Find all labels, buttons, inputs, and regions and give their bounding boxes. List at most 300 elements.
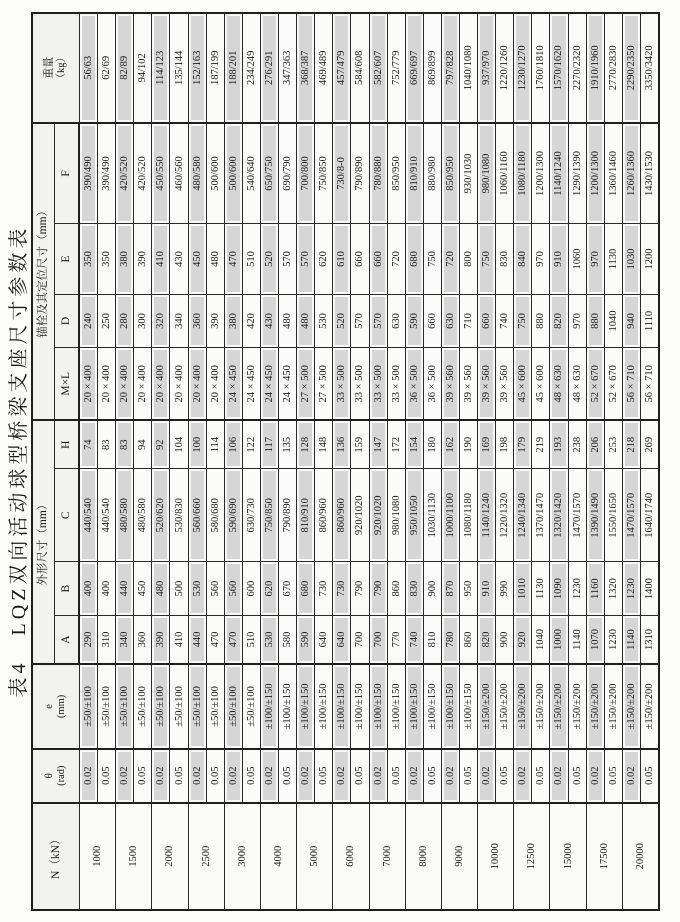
- cell-ml: 27 × 500: [315, 348, 333, 420]
- cell-theta: 0.05: [170, 749, 188, 803]
- table-row: [514, 13, 532, 910]
- cell-theta: 0.05: [279, 749, 297, 803]
- cell-w: 1910/1960: [586, 13, 604, 123]
- cell-ml: 45 × 600: [514, 348, 532, 420]
- cell-a: 360: [134, 616, 152, 665]
- cell-e: ±100/±150: [351, 664, 369, 749]
- table-row: [532, 13, 550, 910]
- cell-theta: 0.02: [441, 749, 459, 803]
- cell-ml: 24 × 450: [242, 348, 260, 420]
- cell-f: 650/750: [260, 123, 278, 224]
- table-row: [260, 13, 278, 910]
- cell-b: 990: [496, 562, 514, 616]
- table-row: [224, 13, 242, 910]
- cell-f: 450/550: [152, 123, 170, 224]
- cell-c: 1470/1570: [568, 469, 586, 562]
- cell-c: 810/910: [297, 469, 315, 562]
- cell-d: 280: [116, 294, 134, 348]
- cell-theta: 0.02: [586, 749, 604, 803]
- cell-c: 590/690: [224, 469, 242, 562]
- cell-c: 1320/1420: [550, 469, 568, 562]
- cell-e: ±100/±150: [369, 664, 387, 749]
- load-rating-cell: 10000: [478, 803, 514, 910]
- cell-e: ±50/±100: [188, 664, 206, 749]
- cell-f: 880/980: [423, 123, 441, 224]
- cell-c: 950/1050: [405, 469, 423, 562]
- cell-d: 1040: [604, 294, 622, 348]
- cell-a: 780: [441, 616, 459, 665]
- table-row: [496, 13, 514, 910]
- cell-ml: 48 × 630: [550, 348, 568, 420]
- cell-theta: 0.05: [568, 749, 586, 803]
- cell-e: 720: [441, 224, 459, 294]
- table-row: [423, 13, 441, 910]
- cell-ml: 33 × 500: [387, 348, 405, 420]
- cell-w: 2770/2830: [604, 13, 622, 123]
- cell-b: 870: [441, 562, 459, 616]
- cell-f: 1430/1530: [640, 123, 659, 224]
- cell-f: 390/490: [98, 123, 116, 224]
- cell-e: 1060: [568, 224, 586, 294]
- cell-d: 970: [568, 294, 586, 348]
- cell-f: 750/850: [315, 123, 333, 224]
- cell-b: 680: [297, 562, 315, 616]
- cell-ml: 33 × 500: [369, 348, 387, 420]
- cell-e: ±50/±100: [206, 664, 224, 749]
- cell-h: 104: [170, 420, 188, 469]
- cell-theta: 0.02: [369, 749, 387, 803]
- table-row: [586, 13, 604, 910]
- cell-h: 169: [478, 420, 496, 469]
- cell-w: 114/123: [152, 13, 170, 123]
- cell-h: 106: [224, 420, 242, 469]
- cell-d: 750: [514, 294, 532, 348]
- header-col-h: H: [55, 420, 80, 469]
- cell-theta: 0.02: [224, 749, 242, 803]
- cell-c: 920/1020: [369, 469, 387, 562]
- cell-a: 1140: [622, 616, 640, 665]
- cell-b: 620: [260, 562, 278, 616]
- table-row: [369, 13, 387, 910]
- cell-e: 1200: [640, 224, 659, 294]
- load-rating-cell: 1000: [79, 803, 116, 910]
- cell-e: ±50/±100: [98, 664, 116, 749]
- cell-ml: 20 × 400: [152, 348, 170, 420]
- cell-e: 680: [405, 224, 423, 294]
- cell-e: ±150/±200: [622, 664, 640, 749]
- header-e-unit: (mm): [56, 694, 68, 719]
- cell-e: ±100/±150: [297, 664, 315, 749]
- cell-w: 135/144: [170, 13, 188, 123]
- cell-ml: 24 × 450: [260, 348, 278, 420]
- header-col-c: C: [55, 469, 80, 562]
- cell-h: 83: [116, 420, 134, 469]
- cell-b: 530: [188, 562, 206, 616]
- load-rating-cell: 17500: [586, 803, 622, 910]
- cell-a: 590: [297, 616, 315, 665]
- cell-h: 114: [206, 420, 224, 469]
- cell-e: ±100/±150: [459, 664, 477, 749]
- cell-e: 660: [351, 224, 369, 294]
- cell-ml: 52 × 670: [604, 348, 622, 420]
- cell-d: 320: [152, 294, 170, 348]
- cell-theta: 0.05: [242, 749, 260, 803]
- cell-ml: 20 × 400: [116, 348, 134, 420]
- cell-e: 750: [478, 224, 496, 294]
- cell-f: 780/880: [369, 123, 387, 224]
- cell-e: 970: [586, 224, 604, 294]
- cell-e: ±150/±200: [532, 664, 550, 749]
- cell-w: 1570/1620: [550, 13, 568, 123]
- cell-h: 147: [369, 420, 387, 469]
- cell-w: 276/291: [260, 13, 278, 123]
- cell-d: 660: [423, 294, 441, 348]
- table-row: [242, 13, 260, 910]
- cell-h: 179: [514, 420, 532, 469]
- cell-w: 188/201: [224, 13, 242, 123]
- cell-ml: 52 × 670: [586, 348, 604, 420]
- cell-e: ±150/±200: [514, 664, 532, 749]
- cell-h: 154: [405, 420, 423, 469]
- cell-c: 1080/1180: [459, 469, 477, 562]
- cell-e: ±50/±100: [152, 664, 170, 749]
- cell-f: 700/800: [297, 123, 315, 224]
- load-rating-cell: 2500: [188, 803, 224, 910]
- table-row: [550, 13, 568, 910]
- cell-a: 410: [170, 616, 188, 665]
- cell-e: 510: [242, 224, 260, 294]
- cell-e: ±50/±100: [134, 664, 152, 749]
- load-rating-cell: 20000: [622, 803, 659, 910]
- header-col-d: D: [55, 294, 80, 348]
- cell-f: 810/910: [405, 123, 423, 224]
- cell-a: 530: [260, 616, 278, 665]
- load-rating-cell: 5000: [297, 803, 333, 910]
- cell-w: 469/489: [315, 13, 333, 123]
- cell-theta: 0.02: [297, 749, 315, 803]
- cell-c: 480/580: [134, 469, 152, 562]
- table-row: [279, 13, 297, 910]
- cell-e: 570: [279, 224, 297, 294]
- cell-b: 1130: [532, 562, 550, 616]
- cell-e: ±150/±200: [604, 664, 622, 749]
- cell-ml: 20 × 400: [206, 348, 224, 420]
- cell-c: 980/1080: [387, 469, 405, 562]
- cell-a: 860: [459, 616, 477, 665]
- cell-e: ±50/±100: [242, 664, 260, 749]
- cell-b: 900: [423, 562, 441, 616]
- cell-b: 1010: [514, 562, 532, 616]
- cell-theta: 0.02: [514, 749, 532, 803]
- cell-d: 420: [242, 294, 260, 348]
- cell-d: 530: [315, 294, 333, 348]
- cell-ml: 24 × 450: [224, 348, 242, 420]
- cell-h: 122: [242, 420, 260, 469]
- cell-d: 880: [586, 294, 604, 348]
- cell-c: 790/890: [279, 469, 297, 562]
- cell-w: 347/363: [279, 13, 297, 123]
- cell-e: 840: [514, 224, 532, 294]
- cell-c: 860/960: [333, 469, 351, 562]
- cell-theta: 0.02: [79, 749, 98, 803]
- cell-b: 400: [98, 562, 116, 616]
- cell-f: 1290/1390: [568, 123, 586, 224]
- cell-d: 820: [550, 294, 568, 348]
- cell-e: 390: [134, 224, 152, 294]
- cell-f: 460/560: [170, 123, 188, 224]
- cell-a: 290: [79, 616, 98, 665]
- cell-f: 930/1030: [459, 123, 477, 224]
- cell-a: 1140: [568, 616, 586, 665]
- cell-e: ±100/±150: [441, 664, 459, 749]
- header-theta-symbol: θ: [43, 773, 56, 779]
- table-row: [640, 13, 659, 910]
- table-row: [568, 13, 586, 910]
- cell-theta: 0.05: [315, 749, 333, 803]
- cell-d: 380: [224, 294, 242, 348]
- cell-d: 590: [405, 294, 423, 348]
- cell-a: 900: [496, 616, 514, 665]
- cell-d: 880: [532, 294, 550, 348]
- cell-e: ±150/±200: [586, 664, 604, 749]
- cell-c: 480/580: [116, 469, 134, 562]
- table-row: [152, 13, 170, 910]
- cell-b: 600: [242, 562, 260, 616]
- header-col-e: E: [55, 224, 80, 294]
- cell-d: 710: [459, 294, 477, 348]
- spec-table: [31, 12, 660, 911]
- cell-c: 1140/1240: [478, 469, 496, 562]
- table-row: [206, 13, 224, 910]
- cell-f: 790/890: [351, 123, 369, 224]
- cell-d: 250: [98, 294, 116, 348]
- cell-ml: 20 × 400: [188, 348, 206, 420]
- cell-e: 800: [459, 224, 477, 294]
- load-rating-cell: 3000: [224, 803, 260, 910]
- cell-a: 700: [351, 616, 369, 665]
- header-anchor-group: 锚栓及其定位尺寸（mm）: [32, 123, 55, 421]
- cell-a: 1230: [604, 616, 622, 665]
- cell-d: 570: [351, 294, 369, 348]
- cell-b: 910: [478, 562, 496, 616]
- cell-e: ±50/±100: [79, 664, 98, 749]
- cell-a: 1310: [640, 616, 659, 665]
- cell-ml: 27 × 500: [297, 348, 315, 420]
- cell-theta: 0.05: [640, 749, 659, 803]
- cell-e: ±50/±100: [116, 664, 134, 749]
- cell-h: 180: [423, 420, 441, 469]
- cell-w: 234/249: [242, 13, 260, 123]
- cell-f: 1060/1160: [496, 123, 514, 224]
- cell-theta: 0.05: [351, 749, 369, 803]
- cell-f: 850/950: [441, 123, 459, 224]
- cell-e: ±150/±200: [568, 664, 586, 749]
- cell-e: 480: [206, 224, 224, 294]
- cell-ml: 20 × 400: [79, 348, 98, 420]
- cell-theta: 0.02: [333, 749, 351, 803]
- cell-theta: 0.02: [478, 749, 496, 803]
- cell-h: 100: [188, 420, 206, 469]
- table-row: [315, 13, 333, 910]
- cell-h: 198: [496, 420, 514, 469]
- cell-b: 1090: [550, 562, 568, 616]
- cell-f: 1140/1240: [550, 123, 568, 224]
- cell-c: 560/660: [188, 469, 206, 562]
- cell-w: 94/102: [134, 13, 152, 123]
- cell-e: 660: [369, 224, 387, 294]
- cell-theta: 0.05: [423, 749, 441, 803]
- cell-a: 340: [116, 616, 134, 665]
- cell-a: 920: [514, 616, 532, 665]
- cell-theta: 0.05: [604, 749, 622, 803]
- cell-h: 117: [260, 420, 278, 469]
- cell-c: 1390/1490: [586, 469, 604, 562]
- cell-d: 480: [297, 294, 315, 348]
- cell-f: 1080/1180: [514, 123, 532, 224]
- cell-w: 797/828: [441, 13, 459, 123]
- cell-e: 470: [224, 224, 242, 294]
- cell-f: 540/640: [242, 123, 260, 224]
- header-col-ml: M×L: [55, 348, 80, 420]
- cell-a: 440: [188, 616, 206, 665]
- cell-e: 620: [315, 224, 333, 294]
- table-row: [170, 13, 188, 910]
- cell-b: 560: [224, 562, 242, 616]
- cell-c: 440/540: [98, 469, 116, 562]
- header-e-symbol: e: [43, 703, 56, 709]
- cell-b: 1230: [568, 562, 586, 616]
- cell-c: 1240/1340: [514, 469, 532, 562]
- cell-e: 410: [152, 224, 170, 294]
- cell-w: 62/69: [98, 13, 116, 123]
- load-rating-cell: 6000: [333, 803, 369, 910]
- cell-w: 582/607: [369, 13, 387, 123]
- header-shape-group: 外形尺寸（mm）: [32, 420, 55, 664]
- cell-f: 500/600: [206, 123, 224, 224]
- cell-theta: 0.05: [387, 749, 405, 803]
- cell-ml: 48 × 630: [568, 348, 586, 420]
- header-load: N（kN）: [32, 803, 79, 910]
- cell-c: 520/620: [152, 469, 170, 562]
- cell-theta: 0.05: [496, 749, 514, 803]
- cell-h: 92: [152, 420, 170, 469]
- cell-c: 750/850: [260, 469, 278, 562]
- table-row: [79, 13, 98, 910]
- cell-h: 193: [550, 420, 568, 469]
- cell-h: 219: [532, 420, 550, 469]
- cell-theta: 0.05: [98, 749, 116, 803]
- cell-e: 380: [116, 224, 134, 294]
- cell-h: 269: [640, 420, 659, 469]
- cell-f: 980/1080: [478, 123, 496, 224]
- cell-e: 1030: [622, 224, 640, 294]
- cell-h: 136: [333, 420, 351, 469]
- header-e: [32, 664, 79, 749]
- cell-ml: 39 × 560: [478, 348, 496, 420]
- table-row: [333, 13, 351, 910]
- cell-b: 400: [79, 562, 98, 616]
- cell-d: 300: [134, 294, 152, 348]
- cell-e: ±150/±200: [496, 664, 514, 749]
- cell-h: 253: [604, 420, 622, 469]
- cell-w: 937/970: [478, 13, 496, 123]
- cell-h: 94: [134, 420, 152, 469]
- table-row: [98, 13, 116, 910]
- cell-w: 869/899: [423, 13, 441, 123]
- load-rating-cell: 2000: [152, 803, 188, 910]
- cell-d: 430: [260, 294, 278, 348]
- cell-e: ±100/±150: [315, 664, 333, 749]
- cell-c: 1000/1100: [441, 469, 459, 562]
- cell-d: 630: [441, 294, 459, 348]
- cell-e: ±100/±150: [405, 664, 423, 749]
- cell-h: 218: [622, 420, 640, 469]
- cell-ml: 20 × 400: [98, 348, 116, 420]
- cell-ml: 56 × 710: [622, 348, 640, 420]
- cell-theta: 0.05: [206, 749, 224, 803]
- cell-a: 1070: [586, 616, 604, 665]
- cell-h: 172: [387, 420, 405, 469]
- cell-e: ±100/±150: [260, 664, 278, 749]
- cell-d: 240: [79, 294, 98, 348]
- cell-e: 970: [532, 224, 550, 294]
- cell-w: 368/387: [297, 13, 315, 123]
- load-rating-cell: 4000: [260, 803, 296, 910]
- cell-e: 910: [550, 224, 568, 294]
- cell-ml: 20 × 400: [134, 348, 152, 420]
- cell-theta: 0.02: [260, 749, 278, 803]
- cell-d: 660: [478, 294, 496, 348]
- cell-f: 480/580: [188, 123, 206, 224]
- table-row: [478, 13, 496, 910]
- cell-h: 190: [459, 420, 477, 469]
- cell-a: 510: [242, 616, 260, 665]
- cell-f: 690/790: [279, 123, 297, 224]
- cell-theta: 0.02: [622, 749, 640, 803]
- cell-e: ±100/±150: [387, 664, 405, 749]
- cell-theta: 0.02: [405, 749, 423, 803]
- cell-c: 920/1020: [351, 469, 369, 562]
- table-row: [387, 13, 405, 910]
- cell-w: 56/63: [79, 13, 98, 123]
- cell-b: 950: [459, 562, 477, 616]
- cell-h: 83: [98, 420, 116, 469]
- cell-h: 159: [351, 420, 369, 469]
- table-row: [405, 13, 423, 910]
- cell-e: ±100/±150: [333, 664, 351, 749]
- header-theta: [32, 749, 79, 803]
- cell-d: 940: [622, 294, 640, 348]
- cell-e: 350: [79, 224, 98, 294]
- cell-theta: 0.02: [550, 749, 568, 803]
- cell-f: 420/520: [134, 123, 152, 224]
- cell-h: 74: [79, 420, 98, 469]
- cell-d: 480: [279, 294, 297, 348]
- cell-c: 530/830: [170, 469, 188, 562]
- cell-ml: 33 × 500: [351, 348, 369, 420]
- cell-ml: 24 × 450: [279, 348, 297, 420]
- cell-b: 560: [206, 562, 224, 616]
- cell-b: 1400: [640, 562, 659, 616]
- cell-f: 420/520: [116, 123, 134, 224]
- cell-d: 360: [188, 294, 206, 348]
- cell-theta: 0.05: [532, 749, 550, 803]
- cell-w: 584/608: [351, 13, 369, 123]
- cell-f: 1260/1360: [622, 123, 640, 224]
- cell-b: 1230: [622, 562, 640, 616]
- cell-f: 390/490: [79, 123, 98, 224]
- cell-b: 670: [279, 562, 297, 616]
